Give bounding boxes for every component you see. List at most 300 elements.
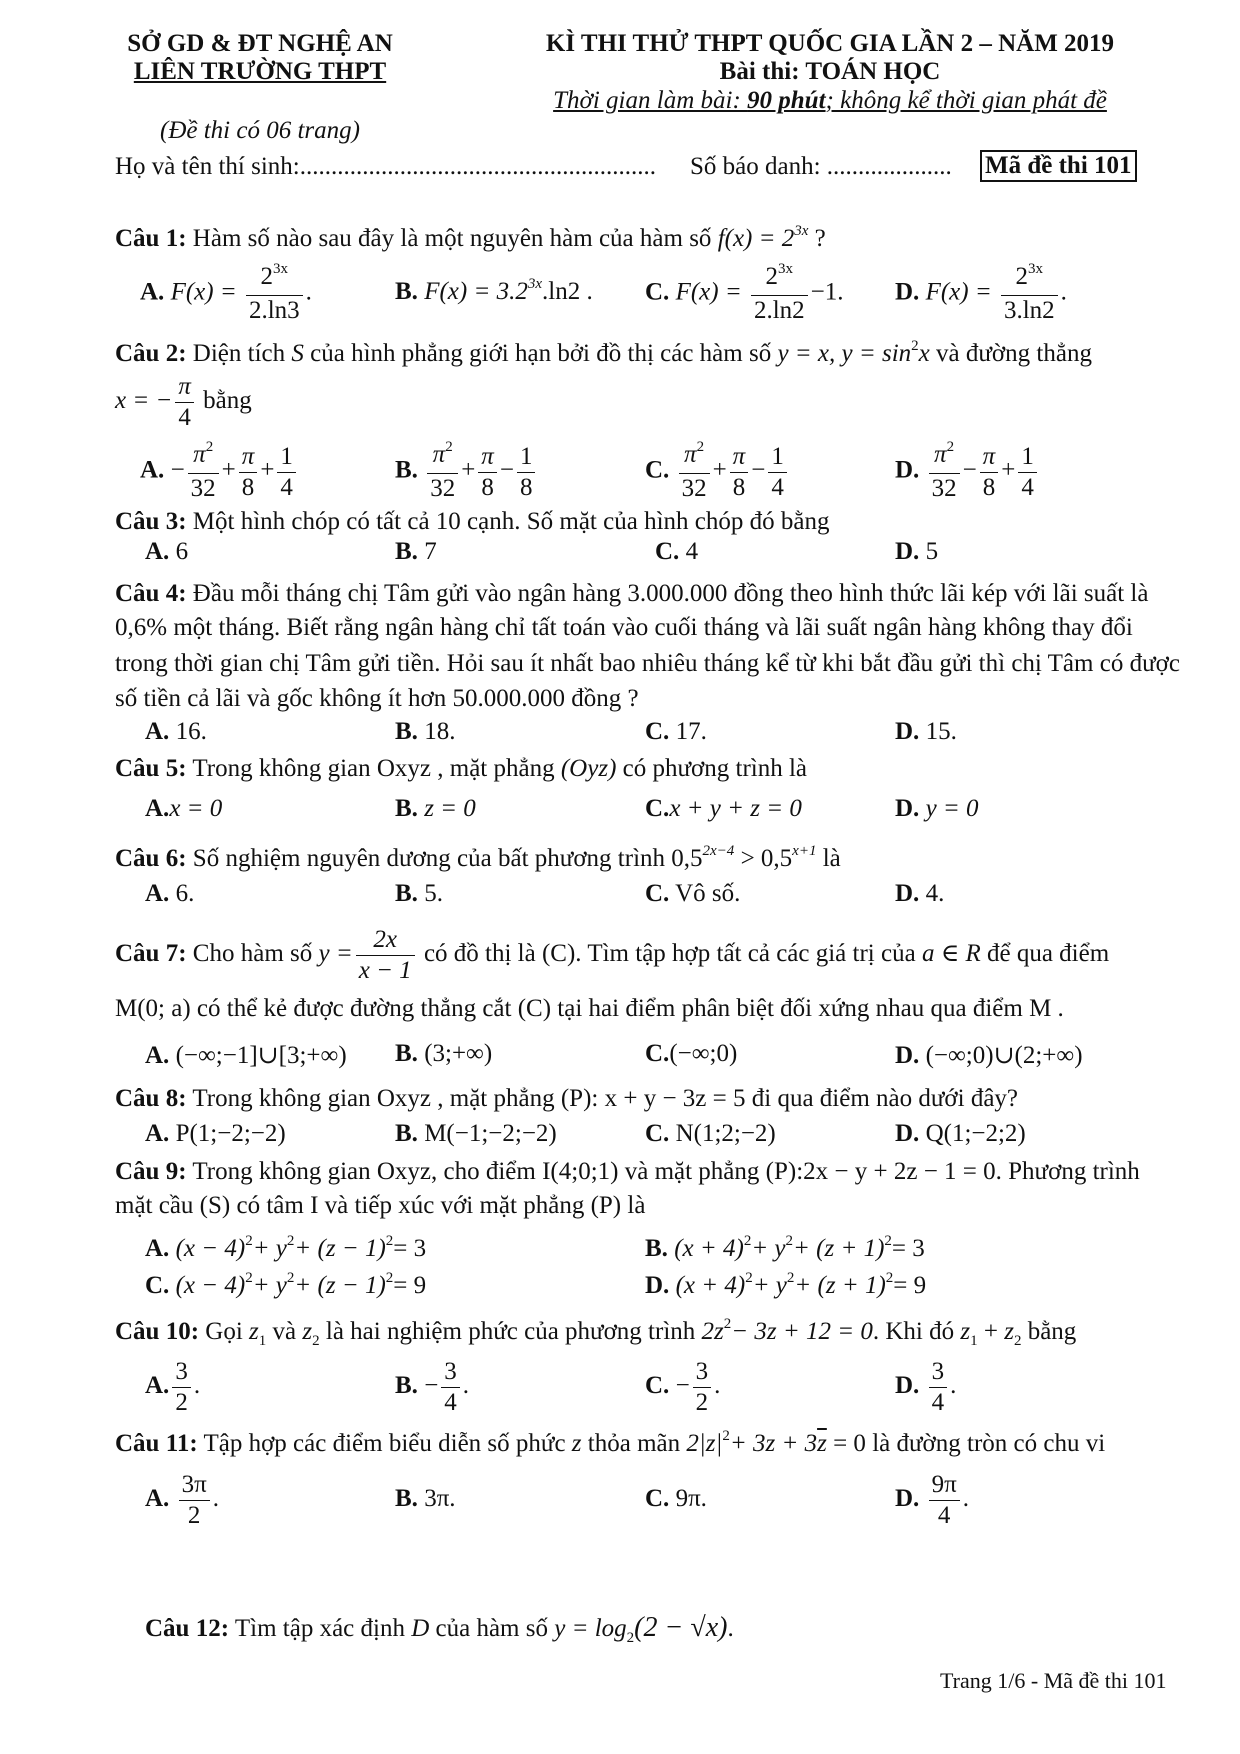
exp: 2: [286, 1233, 295, 1249]
q-text: của hình phẳng giới hạn bởi đồ thị các hàm số: [310, 340, 772, 367]
num: 3π: [179, 1470, 210, 1501]
q1-option-b[interactable]: [395, 278, 593, 306]
q-plane: (Oyz): [560, 755, 617, 782]
num: 2: [765, 263, 779, 290]
q9-option-a[interactable]: [145, 1235, 426, 1263]
q-var: S: [291, 340, 304, 367]
question-4: [115, 580, 1148, 608]
exp: 2: [286, 1270, 295, 1286]
opt-text: + (z − 1): [294, 1272, 386, 1299]
opt-text: 4: [685, 538, 699, 565]
q6-option-d[interactable]: [895, 880, 944, 908]
opt-label: C.: [645, 278, 670, 306]
opt-text: y = 0: [925, 795, 979, 822]
num: 1: [277, 442, 296, 473]
opt-text: (−∞;−1]∪[3;+∞): [175, 1042, 347, 1069]
sign: +: [712, 456, 727, 484]
opt-text: Q(1;−2;2): [925, 1120, 1026, 1147]
opt-label: C.: [645, 1040, 670, 1067]
num: 1: [768, 442, 787, 473]
exp: 2: [745, 1270, 753, 1286]
den: 8: [732, 473, 746, 501]
sign: −: [751, 456, 766, 484]
q-formula: − 3z + 12 = 0: [731, 1318, 873, 1345]
question-10: [115, 1316, 1077, 1349]
opt-text: + y: [751, 1235, 786, 1262]
opt-label: A.: [145, 795, 170, 822]
q2-option-d[interactable]: [895, 440, 1040, 504]
opt-label: A.: [145, 1042, 170, 1069]
exp: 2: [743, 1233, 752, 1249]
den: 2: [175, 1389, 188, 1416]
q-label: Câu 4:: [115, 580, 187, 607]
fraction: [239, 442, 258, 503]
fraction: [730, 442, 749, 503]
q-arg: (2 − √x): [634, 1612, 728, 1643]
q-text: của hàm số: [435, 1615, 548, 1642]
candidate-name-field: Họ và tên thí sinh:.........................................................: [115, 153, 656, 180]
fraction: [1018, 442, 1037, 503]
q-var: z: [571, 1430, 582, 1457]
den: 4: [771, 473, 784, 501]
dot: .: [212, 1485, 219, 1513]
num: π: [980, 442, 999, 473]
q-formula: x = −: [115, 387, 173, 415]
exp: 2: [385, 1270, 394, 1286]
opt-text: + (z − 1): [294, 1235, 386, 1262]
q-formula: f(x) = 2: [717, 225, 795, 252]
opt-text: 17.: [675, 718, 707, 745]
opt-text: 18.: [424, 718, 456, 745]
q7-option-c[interactable]: [645, 1040, 737, 1068]
q-text: Trong không gian Oxyz , mặt phẳng (P): x + y − 3z = 5 đi qua điểm nào dưới đây?: [192, 1085, 1019, 1112]
opt-label: B.: [395, 1120, 418, 1147]
fraction: [356, 925, 415, 986]
num: 1: [517, 442, 536, 473]
question-2-line2: [115, 372, 252, 433]
fraction: [427, 440, 458, 504]
q-formula: 2z: [701, 1318, 724, 1345]
opt-text: + y: [752, 1272, 787, 1299]
fraction: [679, 440, 710, 504]
q3-option-b[interactable]: [395, 538, 437, 566]
q9-option-c[interactable]: [145, 1272, 426, 1300]
q7-option-d[interactable]: [895, 1040, 1083, 1070]
q8-option-c[interactable]: [645, 1120, 776, 1148]
opt-label: A.: [145, 880, 170, 907]
q-formula: x: [918, 340, 930, 367]
opt-text: + y: [252, 1235, 287, 1262]
fraction: [188, 440, 219, 504]
q-text: Cho hàm số: [192, 940, 313, 968]
q8-option-d[interactable]: [895, 1120, 1026, 1148]
opt-label: D.: [645, 1272, 670, 1299]
den: 4: [937, 1502, 951, 1529]
q-base: 0,5: [671, 845, 703, 872]
den: 8: [519, 473, 533, 501]
opt-text: Vô số.: [675, 880, 741, 907]
exp: 2: [245, 1233, 253, 1249]
fraction: [929, 1357, 948, 1418]
q-text: Hàm số nào sau đây là một nguyên hàm của hàm số: [192, 225, 712, 252]
q-var: z: [249, 1318, 259, 1345]
q9-option-b[interactable]: [645, 1235, 925, 1263]
opt-text: F(x) =: [170, 278, 237, 306]
question-4-line2: 0,6% một tháng. Biết rằng ngân hàng chỉ tất toán vào cuối tháng và lãi suất ngân hàng không thay đổi: [115, 614, 1133, 641]
fraction: [751, 262, 808, 326]
den: 8: [481, 473, 494, 501]
opt-label: C.: [645, 456, 670, 484]
sign: +: [221, 456, 236, 484]
q11-option-c[interactable]: [645, 1485, 707, 1513]
num: π: [239, 442, 258, 473]
q-text: là đường tròn có chu vi: [872, 1430, 1106, 1457]
dot: .: [462, 1372, 470, 1400]
opt-label: D.: [895, 1485, 920, 1513]
den: 2: [695, 1389, 709, 1416]
exp: 2: [445, 439, 453, 455]
opt-text: (x + 4): [675, 1272, 746, 1299]
num: π: [478, 442, 497, 473]
question-3: [115, 508, 829, 536]
opt-label: A.: [145, 1120, 170, 1147]
den: 4: [1021, 473, 1034, 501]
sign: −: [499, 456, 514, 484]
q-op: +: [983, 1318, 998, 1345]
fraction: [179, 1470, 210, 1531]
opt-text: F(x) = 3.2: [424, 278, 528, 305]
q4-option-b[interactable]: [395, 718, 455, 746]
exp: 2: [245, 1270, 253, 1286]
q-label: Câu 2:: [115, 340, 187, 367]
exam-title: KÌ THI THỬ THPT QUỐC GIA LẦN 2 – NĂM 2019: [545, 30, 1115, 57]
q-text: . Khi đó: [872, 1318, 955, 1345]
q8-option-b[interactable]: [395, 1120, 557, 1148]
opt-label: D.: [895, 456, 920, 484]
q-text: Trong không gian Oxyz, cho điểm I(4;0;1) và mặt phẳng (P):2x − y + 2z − 1 = 0. Phương trình: [192, 1158, 1140, 1185]
opt-text: F(x) =: [675, 278, 742, 306]
opt-label: B.: [395, 538, 418, 565]
fraction: [929, 440, 960, 504]
num: 9π: [929, 1470, 960, 1501]
opt-label: B.: [395, 1372, 418, 1400]
q4-option-d[interactable]: [895, 718, 957, 746]
q11-option-b[interactable]: [395, 1485, 456, 1513]
q-text: để qua điểm: [986, 940, 1110, 968]
q10-option-b[interactable]: [395, 1357, 469, 1418]
sign: −: [675, 1372, 690, 1400]
opt-text: N(1;2;−2): [675, 1120, 776, 1147]
question-7-line2: M(0; a) có thể kẻ được đường thẳng cắt (C) tại hai điểm phân biệt đối xứng nhau qua điểm M .: [115, 995, 1064, 1022]
opt-text: 15.: [925, 718, 957, 745]
den: 32: [931, 475, 957, 502]
num: π: [934, 441, 947, 468]
opt-label: D.: [895, 718, 920, 745]
q-formula: y = log: [554, 1615, 627, 1642]
exp: 3x: [527, 276, 542, 292]
q10-option-c[interactable]: [645, 1357, 720, 1418]
q-label: Câu 1:: [115, 225, 187, 252]
exam-time: [520, 87, 1140, 115]
q-var: z: [302, 1318, 313, 1345]
q-text: là hai nghiệm phức của phương trình: [325, 1318, 696, 1345]
q1-option-d[interactable]: [895, 262, 1067, 326]
opt-label: A.: [140, 456, 165, 484]
q-label: Câu 6:: [115, 845, 187, 872]
time-value: 90 phút: [747, 87, 826, 114]
opt-post: .: [1060, 278, 1067, 306]
den: 3.ln2: [1003, 297, 1055, 324]
opt-text: (−∞;0)∪(2;+∞): [925, 1042, 1083, 1069]
sign: +: [1001, 456, 1016, 484]
num: π: [730, 442, 749, 473]
q4-option-a[interactable]: [145, 718, 207, 746]
opt-post: .: [305, 278, 312, 306]
q5-option-a[interactable]: [145, 795, 222, 823]
question-1: [115, 225, 826, 253]
question-11: [115, 1430, 1105, 1458]
exp: 3x: [1028, 261, 1044, 277]
q-text: Tập hợp các điểm biểu diễn số phức: [203, 1430, 566, 1457]
den: 2.ln2: [753, 297, 805, 324]
time-prefix: Thời gian làm bài:: [553, 87, 748, 114]
question-6: [115, 845, 841, 873]
opt-text: P(1;−2;−2): [175, 1120, 286, 1147]
opt-label: D.: [895, 1372, 920, 1400]
num: 3: [929, 1357, 948, 1388]
opt-text: M(−1;−2;−2): [424, 1120, 557, 1147]
question-4-line4: số tiền cả lãi và gốc không ít hơn 50.000.000 đồng ?: [115, 685, 639, 712]
opt-text: 6: [175, 538, 189, 565]
opt-text: (x + 4): [674, 1235, 744, 1262]
opt-text: (x − 4): [175, 1235, 246, 1262]
opt-text: 3π.: [424, 1485, 456, 1512]
opt-text: 16.: [175, 718, 207, 745]
exp: 2: [723, 1316, 732, 1332]
q-text: thỏa mãn: [587, 1430, 681, 1457]
q5-option-b[interactable]: [395, 795, 476, 823]
opt-label: B.: [395, 718, 418, 745]
fraction: [277, 442, 296, 503]
num: π: [175, 372, 194, 403]
q10-option-d[interactable]: [895, 1357, 956, 1418]
opt-label: D.: [895, 538, 920, 565]
den: 32: [681, 475, 707, 502]
q2-option-a[interactable]: [140, 440, 299, 504]
q8-option-a[interactable]: [145, 1120, 286, 1148]
q3-option-c[interactable]: [655, 538, 698, 566]
q11-option-a[interactable]: [145, 1470, 219, 1531]
num: π: [193, 441, 206, 468]
exp: 2: [885, 1270, 894, 1286]
opt-label: A.: [140, 278, 165, 306]
q-label: Câu 5:: [115, 755, 187, 782]
q-text: Một hình chóp có tất cả 10 cạnh. Số mặt của hình chóp đó bằng: [192, 508, 830, 535]
q-text: bằng: [1027, 1318, 1077, 1345]
num: 3: [693, 1357, 712, 1388]
q9-option-d[interactable]: [645, 1272, 926, 1300]
subscript: 1: [258, 1333, 267, 1349]
subscript: 2: [1013, 1333, 1022, 1349]
question-4-line3: trong thời gian chị Tâm gửi tiền. Hỏi sau ít nhất bao nhiêu tháng kể từ khi bắt đầu gửi thì chị Tâm có được: [115, 650, 1180, 677]
den: 4: [931, 1389, 945, 1416]
opt-post: .ln2 .: [542, 278, 593, 305]
q6-option-a[interactable]: [145, 880, 194, 908]
exp: 2: [946, 439, 955, 455]
opt-label: B.: [395, 795, 418, 822]
q-var: z: [1004, 1318, 1014, 1345]
q2-option-b[interactable]: [395, 440, 538, 504]
opt-label: B.: [645, 1235, 668, 1262]
q-label: Câu 9:: [115, 1158, 187, 1185]
question-8: [115, 1085, 1018, 1113]
dot: .: [727, 1615, 734, 1642]
opt-text: + (z + 1): [793, 1235, 885, 1262]
sign: −: [424, 1372, 439, 1400]
exp: 2: [696, 439, 705, 455]
opt-label: D.: [895, 1120, 920, 1147]
fraction: [980, 442, 999, 503]
fraction: [693, 1357, 712, 1418]
den: 2: [187, 1502, 201, 1529]
q-label: Câu 12:: [145, 1615, 230, 1642]
num: 3: [172, 1357, 191, 1388]
opt-label: A.: [145, 1372, 170, 1400]
q-text: Trong không gian Oxyz , mặt phẳng: [192, 755, 555, 782]
den: 4: [178, 404, 191, 431]
opt-label: C.: [645, 795, 670, 822]
fraction: [517, 442, 536, 503]
q-formula: y =: [318, 940, 353, 968]
exp: 2: [785, 1233, 794, 1249]
opt-label: B.: [395, 1040, 418, 1067]
q-text: và đường thẳng: [936, 340, 1092, 367]
q-text: Diện tích: [192, 340, 286, 367]
opt-label: A.: [145, 1235, 170, 1262]
opt-text: = 3: [393, 1235, 427, 1262]
q-label: Câu 7:: [115, 940, 187, 968]
q11-option-d[interactable]: [895, 1470, 969, 1531]
opt-text: 5: [925, 538, 939, 565]
q-zbar: $\overline{z}$: [817, 1430, 827, 1457]
q2-option-c[interactable]: [645, 440, 790, 504]
q-text: Đầu mỗi tháng chị Tâm gửi vào ngân hàng 3.000.000 đồng theo hình thức lãi kép với lãi suất là: [192, 580, 1149, 607]
q1-option-c[interactable]: [645, 262, 844, 326]
exp: x+1: [792, 843, 817, 859]
dot: .: [193, 1372, 201, 1400]
q-tail: ?: [814, 225, 826, 252]
question-5: [115, 755, 807, 783]
q7-option-b[interactable]: [395, 1040, 492, 1068]
q-formula: y = x,: [777, 340, 836, 367]
opt-text: x + y + z = 0: [669, 795, 802, 822]
num: π: [684, 441, 697, 468]
q3-option-d[interactable]: [895, 538, 938, 566]
q-var: D: [411, 1615, 430, 1642]
q3-option-a[interactable]: [145, 538, 188, 566]
q6-option-c[interactable]: [645, 880, 740, 908]
q4-option-c[interactable]: [645, 718, 707, 746]
q6-option-b[interactable]: [395, 880, 443, 908]
sign: −: [962, 456, 977, 484]
den: 8: [982, 473, 996, 501]
page-footer: Trang 1/6 - Mã đề thi 101: [940, 1668, 1167, 1693]
school-name: LIÊN TRƯỜNG THPT: [133, 58, 387, 85]
exp: 2: [385, 1233, 394, 1249]
q-formula: a ∈ R: [921, 940, 981, 968]
opt-label: C.: [645, 880, 670, 907]
q-var: z: [960, 1318, 971, 1345]
den: x − 1: [358, 957, 412, 984]
opt-text: + y: [252, 1272, 287, 1299]
exp: 3x: [273, 261, 289, 277]
den: 32: [430, 475, 456, 502]
fraction: [768, 442, 787, 503]
opt-label: A.: [145, 1485, 170, 1513]
fraction: [175, 372, 194, 433]
q10-option-a[interactable]: [145, 1357, 200, 1418]
q5-option-c[interactable]: [645, 795, 802, 823]
q5-option-d[interactable]: [895, 795, 979, 823]
opt-label: D.: [895, 1042, 920, 1069]
opt-text: (x − 4): [175, 1272, 246, 1299]
q-label: Câu 8:: [115, 1085, 187, 1112]
sign: −: [170, 456, 185, 484]
q-text: Số nghiệm nguyên dương của bất phương trình: [192, 845, 666, 872]
q-base: 0,5: [760, 845, 793, 872]
q1-option-a[interactable]: [140, 262, 312, 326]
q-text: Gọi: [205, 1318, 243, 1345]
q-text: và: [272, 1318, 297, 1345]
dot: .: [714, 1372, 721, 1400]
den: 8: [241, 473, 255, 501]
opt-label: A.: [145, 718, 170, 745]
q-text: Tìm tập xác định: [234, 1615, 405, 1642]
num: 3: [441, 1357, 460, 1388]
opt-label: B.: [395, 278, 418, 305]
q-text: có đồ thị là (C). Tìm tập hợp tất cả các giá trị của: [423, 940, 916, 968]
fraction: [1001, 262, 1058, 326]
q-formula: + 3z + 3: [729, 1430, 818, 1457]
exp: 2x−4: [702, 843, 735, 859]
dot: .: [962, 1485, 969, 1513]
q-label: Câu 10:: [115, 1318, 200, 1345]
opt-label: A.: [145, 538, 170, 565]
pages-note: (Đề thi có 06 trang): [160, 117, 360, 144]
fraction: [172, 1357, 191, 1418]
opt-text: 5.: [424, 880, 443, 907]
sign: +: [461, 456, 476, 484]
fraction: [246, 262, 303, 326]
question-2: [115, 340, 1092, 368]
q-text: bằng: [203, 387, 252, 415]
den: 4: [280, 473, 293, 501]
opt-text: 6.: [175, 880, 195, 907]
exp: 2: [911, 338, 919, 354]
opt-post: −1.: [810, 278, 844, 306]
opt-text: 9π.: [675, 1485, 707, 1512]
opt-text: (3;+∞): [424, 1040, 493, 1067]
opt-label: C.: [145, 1272, 170, 1299]
subscript: 2: [626, 1630, 635, 1646]
exp: 2: [205, 439, 214, 455]
q-formula: 2|z|: [686, 1430, 723, 1457]
q7-option-a[interactable]: [145, 1040, 347, 1070]
subscript: 2: [312, 1333, 320, 1349]
subscript: 1: [970, 1333, 978, 1349]
opt-label: B.: [395, 456, 418, 484]
q-op: >: [740, 845, 755, 872]
